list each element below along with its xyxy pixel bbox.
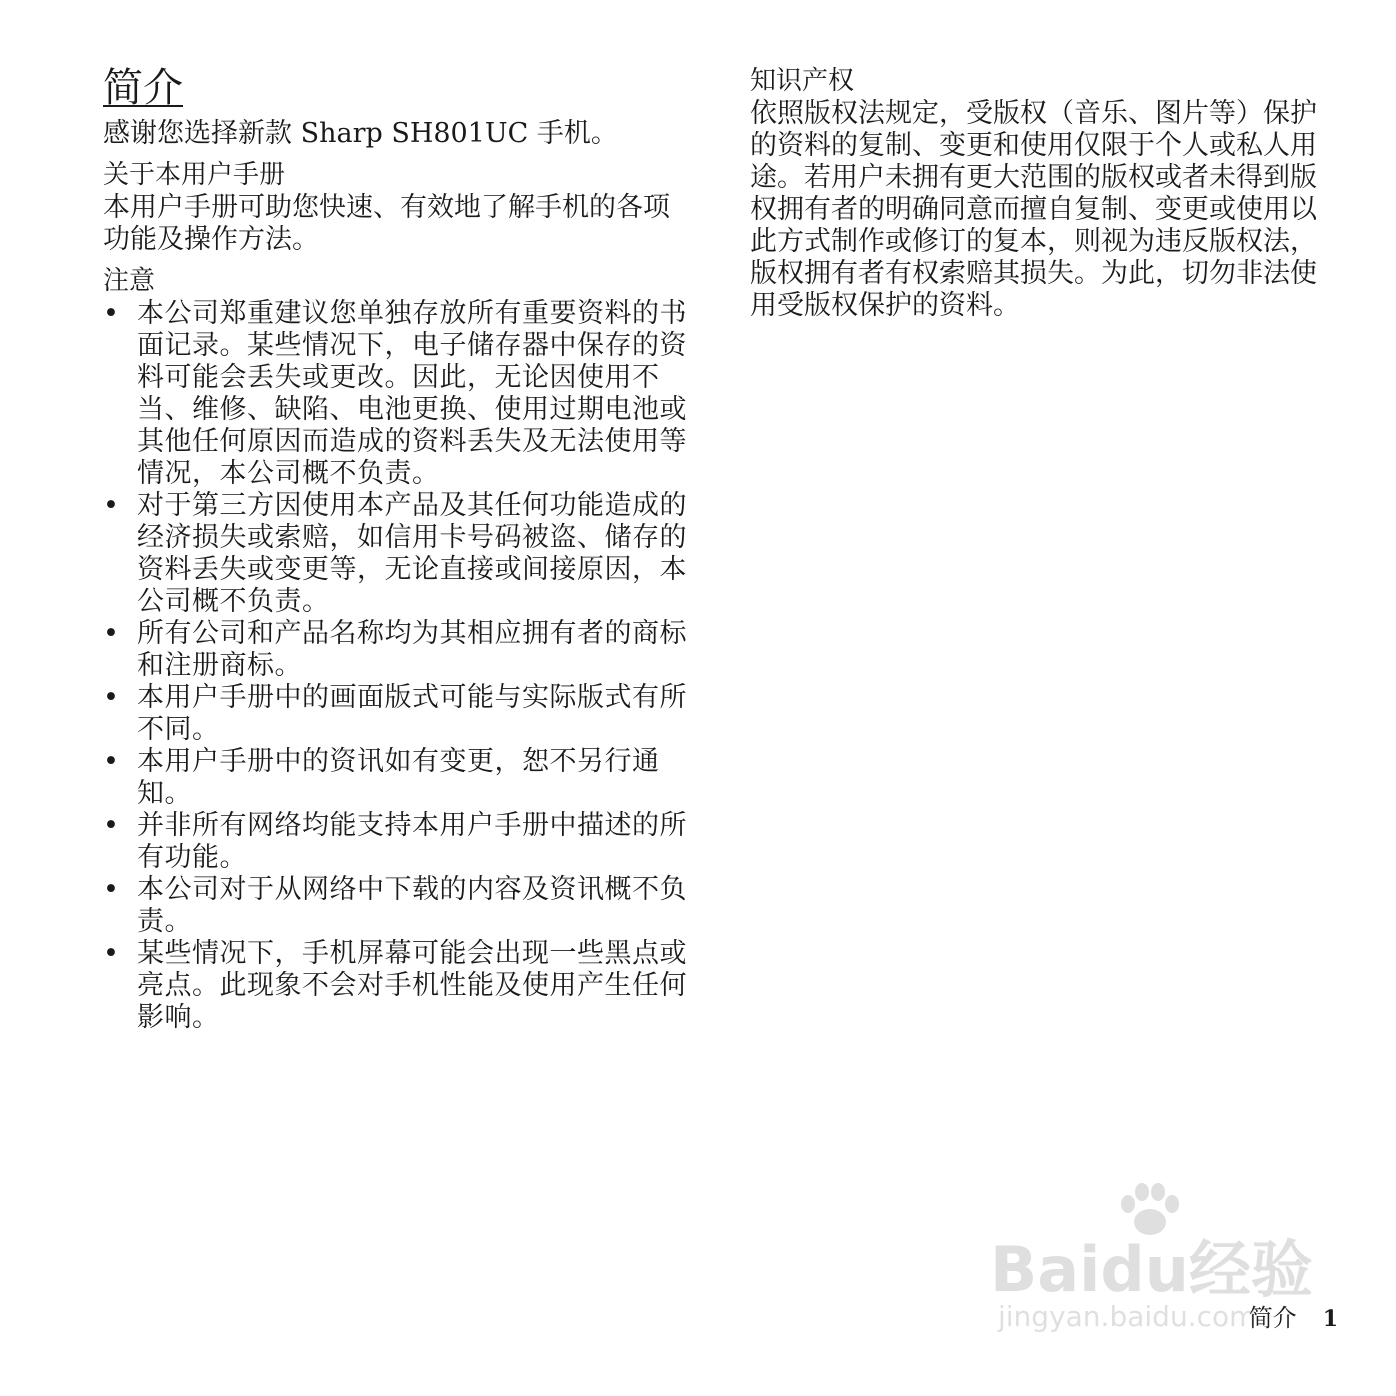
intellectual-property-heading: 知识产权 [750,66,855,96]
bullet-icon: • [103,810,120,841]
left-column [103,62,695,1034]
bullet-icon: • [103,490,120,521]
notice-text: 某些情况下，手机屏幕可能会出现一些黑点或亮点。此现象不会对手机性能及使用产生任何影响。 [137,938,687,1033]
intro-text: 感谢您选择新款 Sharp SH801UC 手机。 [103,118,618,149]
notice-text: 本公司对于从网络中下载的内容及资讯概不负责。 [137,874,687,937]
about-manual-heading: 关于本用户手册 [103,160,286,190]
page-title: 简介 [103,65,183,111]
list-item [103,746,695,810]
bullet-icon: • [103,938,120,969]
notice-text: 并非所有网络均能支持本用户手册中描述的所有功能。 [137,810,687,873]
list-item [103,938,695,1034]
bullet-icon: • [103,618,120,649]
list-item [103,810,695,874]
right-column [750,62,1342,322]
bullet-icon: • [103,682,120,713]
page-number: 1 [1322,1306,1338,1332]
watermark-url-text: jingyan.baidu.com [998,1300,1257,1333]
notice-text: 本用户手册中的资讯如有变更，恕不另行通知。 [137,746,660,809]
notice-list [103,298,695,1034]
bullet-icon: • [103,746,120,777]
list-item [103,490,695,618]
list-item [103,618,695,682]
watermark-logo-text: Baidu经验 [990,1233,1313,1306]
notice-text: 对于第三方因使用本产品及其任何功能造成的经济损失或索赔，如信用卡号码被盗、储存的资料丢失或变更等，无论直接或间接原因，本公司概不负责。 [137,490,687,617]
list-item [103,298,695,490]
footer-section-name: 简介 [1248,1304,1297,1332]
intellectual-property-text: 依照版权法规定，受版权（音乐、图片等）保护的资料的复制、变更和使用仅限于个人或私人用途。若用户未拥有更大范围的版权或者未得到版权拥有者的明确同意而擅自复制、变更或使用以此方式制作或修订的复本，则视为违反版权法，版权拥有者有权索赔其损失。为此，切勿非法使用受版权保护的资料。 [750,98,1317,321]
notice-text: 本用户手册中的画面版式可能与实际版式有所不同。 [137,682,687,745]
notice-text: 本公司郑重建议您单独存放所有重要资料的书面记录。某些情况下，电子储存器中保存的资料可能会丢失或更改。因此，无论因使用不当、维修、缺陷、电池更换、使用过期电池或其他任何原因而造成的资料丢失及无法使用等情况，本公司概不负责。 [137,298,687,489]
page-footer [1249,1302,1338,1335]
bullet-icon: • [103,874,120,905]
notice-text: 所有公司和产品名称均为其相应拥有者的商标和注册商标。 [137,618,687,681]
bullet-icon: • [103,298,120,329]
list-item [103,874,695,938]
notice-heading: 注意 [103,266,156,296]
about-manual-text: 本用户手册可助您快速、有效地了解手机的各项功能及操作方法。 [103,192,670,255]
list-item [103,682,695,746]
